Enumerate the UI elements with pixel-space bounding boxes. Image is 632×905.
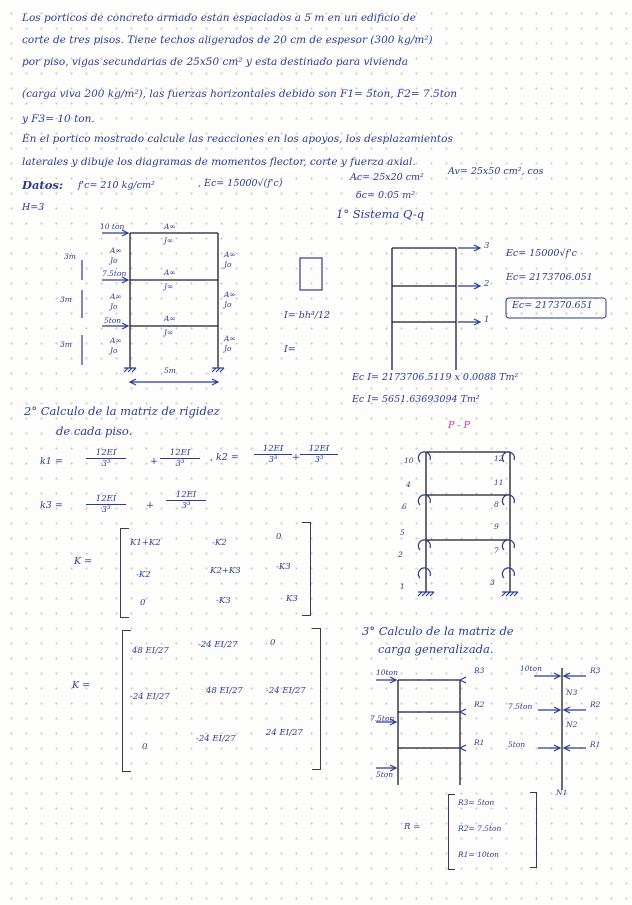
load-ft2: 7.5ton (508, 702, 533, 711)
load-rr2: R2 (590, 700, 601, 709)
system-title: 1° Sistema Q-q (336, 207, 425, 221)
k2-plus: + (292, 452, 300, 463)
load-n2: N2 (566, 720, 578, 729)
k3-plus: + (146, 500, 154, 511)
kbar2-n21: -24 EI/27 (130, 692, 170, 702)
data-av: Av= 25x50 cm², cos (448, 166, 544, 177)
kbar-m23: -K3 (276, 562, 291, 572)
k1-label: k1 = (40, 456, 63, 467)
stiffness-title-2: de cada piso. (56, 424, 133, 438)
pp-node-11: 11 (494, 478, 504, 487)
problem-line-5: y F3= 10 ton. (22, 113, 95, 125)
load-r1: R1 (474, 738, 485, 747)
kbar2-n13: 0 (270, 638, 276, 648)
load-f3: 10ton (376, 668, 398, 677)
kbar-m31: 0 (140, 598, 146, 608)
kbar-m21: -K2 (136, 570, 151, 580)
frame1-beam-j-2: J∞ (164, 282, 174, 291)
frame1-rcol-a-3: A∞ (224, 250, 236, 259)
section-eq-1: I= bh³/12 (284, 310, 331, 321)
load-f1: 5ton (376, 770, 394, 779)
frame1-rcol-j-1: Jo (224, 344, 232, 353)
frame1-col-a-3: A∞ (110, 246, 122, 255)
rvec-left-bracket (448, 794, 455, 870)
problem-line-7: laterales y dibuje los diagramas de momentos flector, corte y fuerza axial. (22, 156, 416, 168)
kbar2-n12: -24 EI/27 (198, 640, 238, 650)
system-d1: 1 (484, 315, 490, 325)
pp-title: P - P (448, 420, 471, 431)
pp-node-3: 3 (490, 578, 495, 587)
kbar-right-bracket (302, 522, 311, 616)
frame1-col-a-1: A∞ (110, 336, 122, 345)
problem-line-3: por piso, vigas secundarias de 25x50 cm² y esta destinado para vivienda (22, 56, 408, 68)
data-dc: δc= 0.05 m² (356, 190, 416, 201)
pp-frame-drawing (418, 452, 518, 596)
kbar2-n23: -24 EI/27 (266, 686, 306, 696)
load-ft1: 5ton (508, 740, 526, 749)
pp-node-6: 6 (402, 502, 407, 511)
frame1-beam-a-3: A∞ (164, 222, 176, 231)
kbar-m12: -K2 (212, 538, 227, 548)
rvec-r1: R1= 10ton (458, 850, 499, 859)
frame1-f3: 10 ton (100, 222, 125, 231)
frame1-f1: 5ton (104, 316, 122, 325)
load-r3: R3 (474, 666, 485, 675)
system-ec-3: Ec= 217370.651 (512, 300, 593, 311)
frame1-col-j-3: Jo (110, 256, 118, 265)
frame1-beam-a-1: A∞ (164, 314, 176, 323)
frame1-f2: 7.5ton (102, 269, 127, 278)
frame1-rcol-j-3: Jo (224, 260, 232, 269)
load-rr1: R1 (590, 740, 601, 749)
system-d3: 3 (484, 241, 490, 251)
pp-node-2: 2 (398, 550, 403, 559)
frame1-span: 5m (164, 366, 176, 375)
kbar2-label: K = (72, 680, 91, 691)
system-ec-2: Ec= 2173706.051 (506, 272, 593, 283)
pp-node-8: 8 (494, 500, 499, 509)
frame1-h3: 3m (64, 252, 76, 261)
section-eq-2: I= (284, 344, 296, 355)
kbar-left-bracket (120, 528, 129, 618)
frame1-col-j-2: Jo (110, 302, 118, 311)
problem-line-4: (carga viva 200 kg/m²), las fuerzas horizontales debido son F1= 5ton, F2= 7.5ton (22, 88, 458, 100)
data-ac: Ac= 25x20 cm² (350, 172, 424, 183)
frame1-rcol-a-2: A∞ (224, 290, 236, 299)
load-f2: 7.5ton (370, 714, 395, 723)
load-r-label: R = (404, 822, 421, 832)
frame1-beam-j-1: J∞ (164, 328, 174, 337)
kbar2-n33: 24 EI/27 (266, 728, 303, 738)
load-rr3: R3 (590, 666, 601, 675)
k1-term-b: $\frac{12EI}{\text{3³}}$ (160, 448, 200, 469)
pp-node-1: 1 (400, 582, 405, 591)
eci-line-1: Ec I= 2173706.5119 x 0.0088 Tm² (352, 372, 519, 383)
system-frame-drawing (392, 245, 480, 370)
k2-term-b: $\frac{12EI}{\text{3³}}$ (300, 444, 338, 465)
k2-label: , k2 = (210, 452, 239, 463)
frame1-rcol-j-2: Jo (224, 300, 232, 309)
frame1-col-j-1: Jo (110, 346, 118, 355)
pp-node-5: 5 (400, 528, 405, 537)
kbar2-n32: -24 EI/27 (196, 734, 236, 744)
load-n3: N3 (566, 688, 578, 697)
kbar2-n22: 48 EI/27 (206, 686, 243, 696)
pp-node-12: 12 (494, 454, 504, 463)
kbar2-n11: 48 EI/27 (132, 646, 169, 656)
load-n1: N1 (556, 788, 568, 797)
pp-node-4: 4 (406, 480, 411, 489)
frame1-beam-j-3: J∞ (164, 236, 174, 245)
rvec-right-bracket (530, 792, 537, 868)
load-frame-drawing (376, 668, 586, 790)
data-fc: f'c= 210 kg/cm² (78, 180, 155, 191)
problem-line-1: Los porticos de concreto armado estan espaciados a 5 m en un edificio de (22, 12, 416, 24)
data-ec: , Ec= 15000√(f'c) (198, 178, 283, 189)
k2-term-a: $\frac{12EI}{\text{3³}}$ (254, 444, 292, 465)
system-ec-1: Ec= 15000√f'c (506, 248, 577, 259)
system-d2: 2 (484, 279, 490, 289)
pp-node-10: 10 (404, 456, 414, 465)
eci-line-2: Ec I= 5651.63693094 Tm² (352, 394, 480, 405)
k3-term-a: $\frac{12EI}{\text{3³}}$ (86, 494, 126, 515)
k1-term-a: $\frac{12EI}{\text{3³}}$ (86, 448, 126, 469)
frame1-beam-a-2: A∞ (164, 268, 176, 277)
section-drawing (300, 258, 322, 290)
frame1-h1: 3m (60, 340, 72, 349)
frame-1-drawing (82, 230, 224, 385)
problem-line-6: En el portico mostrado calcule las reacciones en los apoyos, los desplazamientos (22, 133, 453, 145)
k3-term-b: $\frac{12EI}{\text{3³}}$ (166, 490, 206, 511)
frame1-rcol-a-1: A∞ (224, 334, 236, 343)
kbar-m13: 0 (276, 532, 282, 542)
data-h: H=3 (22, 202, 45, 213)
pp-node-9: 9 (494, 522, 499, 531)
rvec-r3: R3= 5ton (458, 798, 495, 807)
frame1-col-a-2: A∞ (110, 292, 122, 301)
frame1-h2: 3m (60, 295, 72, 304)
load-r2: R2 (474, 700, 485, 709)
kbar-m32: -K3 (216, 596, 231, 606)
load-title-1: 3° Calculo de la matriz de (362, 624, 514, 638)
rvec-r2: R2= 7.5ton (458, 824, 502, 833)
k3-label: k3 = (40, 500, 63, 511)
kbar-m22: K2+K3 (210, 566, 241, 576)
pp-node-7: 7 (494, 546, 499, 555)
k1-plus: + (150, 456, 158, 467)
kbar2-n31: 0 (142, 742, 148, 752)
data-label: Datos: (22, 178, 64, 192)
kbar-m33: K3 (286, 594, 298, 604)
load-title-2: carga generalizada. (378, 642, 494, 656)
kbar2-right-bracket (312, 628, 321, 770)
kbar-label: K = (74, 556, 93, 567)
load-ft3: 10ton (520, 664, 542, 673)
stiffness-title-1: 2° Calculo de la matriz de rigidez (24, 404, 220, 418)
kbar-m11: K1+K2 (130, 538, 161, 548)
problem-line-2: corte de tres pisos. Tiene techos aligerados de 20 cm de espesor (300 kg/m²) (22, 34, 433, 46)
